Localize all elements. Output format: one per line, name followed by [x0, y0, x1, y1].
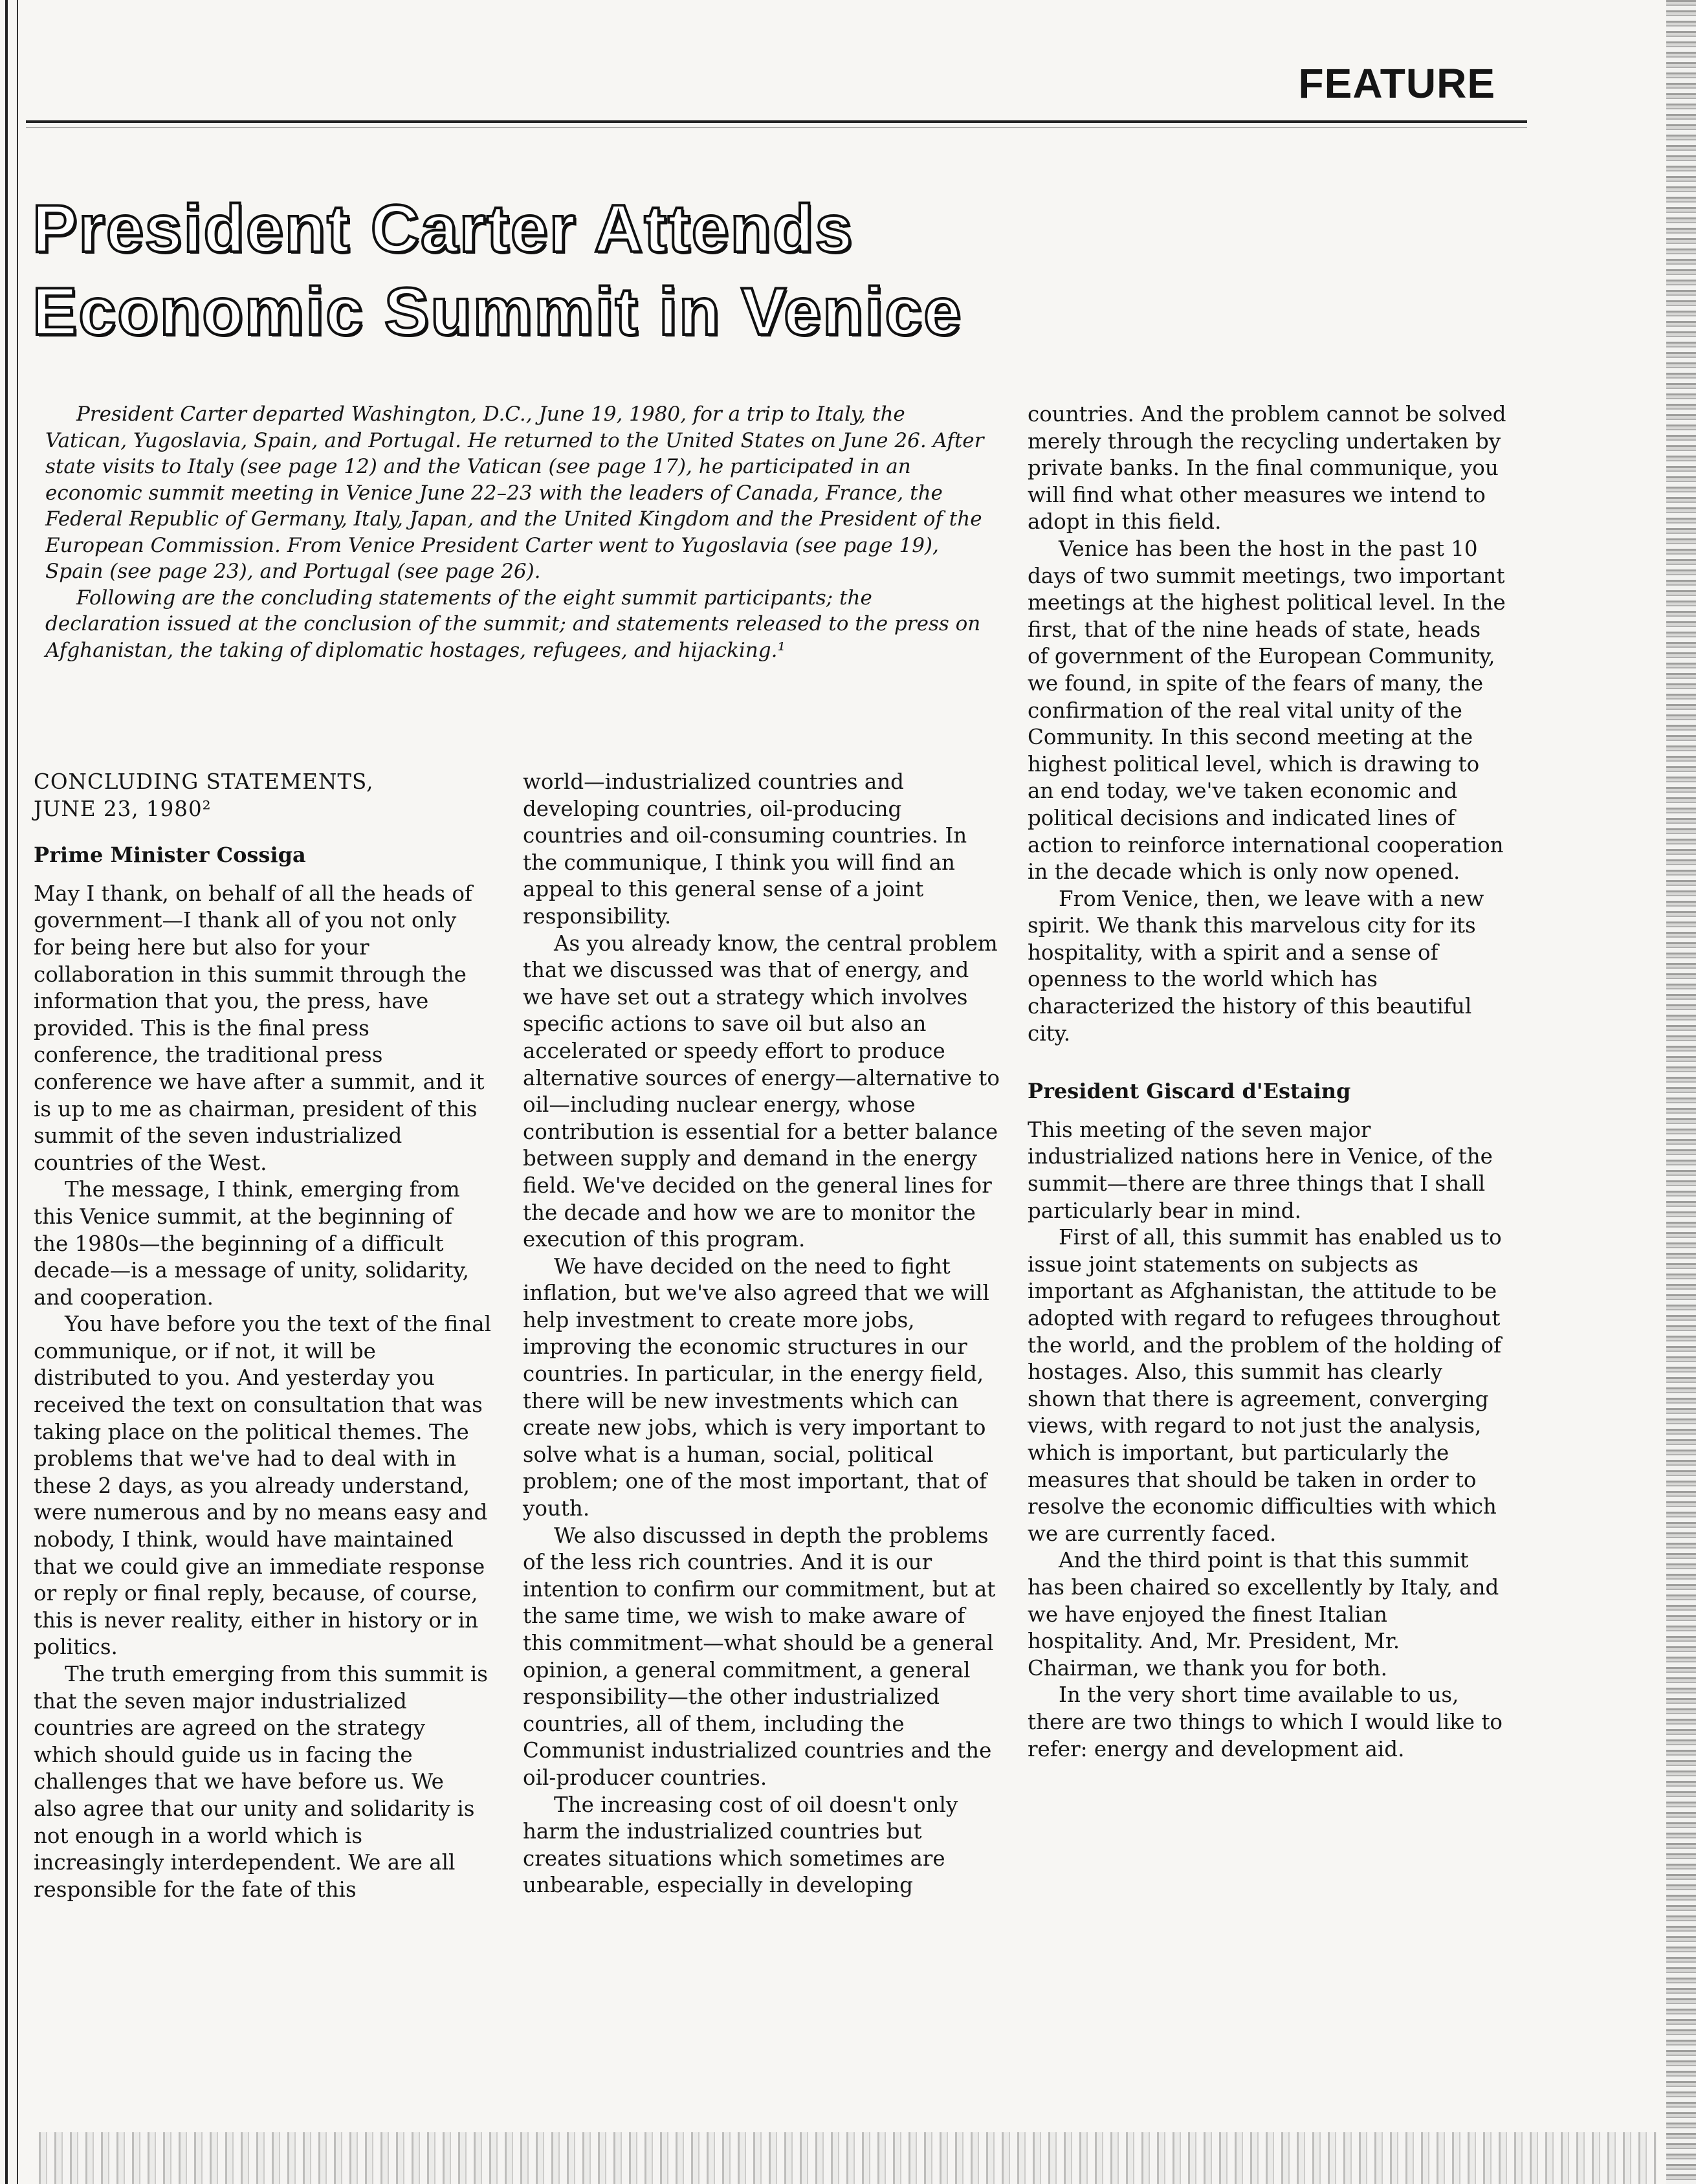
headline-line-1: President Carter Attends: [32, 192, 854, 267]
scan-edge-artifact: [1666, 0, 1696, 2184]
body-paragraph: This meeting of the seven major industrialized nations here in Venice, of the summit—there are three things that I shall particularly bear in mind.: [1028, 1117, 1493, 1223]
headline-line-2: Economic Summit in Venice: [32, 274, 963, 349]
header-rule: [26, 120, 1527, 123]
article-intro: [45, 401, 990, 663]
body-paragraph: From Venice, then, we leave with a new spirit. We thank this marvelous city for its hospitality, with a spirit and a sense of openness to the world which has characterized the history of this beautiful city.: [1028, 886, 1484, 1046]
section-label: FEATURE: [1298, 60, 1495, 107]
body-paragraph: countries. And the problem cannot be solved merely through the recycling undertaken by private banks. In the final communique, you will find what other measures we intend to adopt in this field.: [1028, 402, 1506, 535]
section-heading-line-2: JUNE 23, 1980²: [34, 796, 212, 821]
page-edge-line: [5, 0, 8, 2184]
article-headline: [32, 188, 1132, 353]
column-2: [523, 769, 1005, 1899]
intro-paragraph: President Carter departed Washington, D.C., June 19, 1980, for a trip to Italy, the Vatican, Yugoslavia, Spain, and Portugal. He returned to the United States on June 26. After state visits to Italy (see page 12) and the Vatican (see page 17), he participated in an economic summit meeting in Venice June 22–23 with the leaders of Canada, France, the Federal Republic of Germany, Italy, Japan, and the United Kingdom and the President of the European Commission. From Venice President Carter went to Yugoslavia (see page 19), Spain (see page 23), and Portugal (see page 26).: [45, 403, 984, 583]
body-paragraph: You have before you the text of the final communique, or if not, it will be distributed to you. And yesterday you received the text on consultation that was taking place on the political themes. The problems that we've had to deal with in these 2 days, as you already understand, were numerous and by no means easy and nobody, I think, would have maintained that we could give an immediate response or reply or final reply, because, of course, this is never reality, either in history or in politics.: [34, 1312, 492, 1660]
body-paragraph: Venice has been the host in the past 10 days of two summit meetings, two important meetings at the highest political level. In the first, that of the nine heads of state, heads of government of the European Community, we found, in spite of the fears of many, the confirmation of the real vital unity of the Community. In this second meeting at the highest political level, which is drawing to an end today, we've taken economic and political decisions and indicated lines of action to reinforce international cooperation in the decade which is only now opened.: [1028, 536, 1506, 885]
speaker-heading-giscard: President Giscard d'Estaing: [1028, 1079, 1351, 1104]
body-paragraph: May I thank, on behalf of all the heads of government—I thank all of you not only for being here but also for your collaboration in this summit through the information that you, the press, have provided. This is the final press conference, the traditional press conference we have after a summit, and it is up to me as chairman, president of this summit of the seven industrialized countries of the West.: [34, 881, 485, 1175]
speaker-heading-cossiga: Prime Minister Cossiga: [34, 843, 306, 868]
body-paragraph: We also discussed in depth the problems of the less rich countries. And it is our intention to confirm our commitment, but at the same time, we wish to make aware of this commitment—what should be a general opinion, a general commitment, a general responsibility—the other industrialized countries, all of them, including the Communist industrialized countries and the oil-producer countries.: [523, 1523, 996, 1790]
body-paragraph: The increasing cost of oil doesn't only harm the industrialized countries but creates situations which sometimes are unbearable, especially in developing: [523, 1792, 958, 1898]
column-3: [1028, 401, 1506, 1763]
intro-paragraph: Following are the concluding statements of the eight summit participants; the declaration issued at the conclusion of the summit; and statements released to the press on Afghanistan, the taking of diplomatic hostages, refugees, and hijacking.¹: [45, 586, 981, 662]
body-paragraph: world—industrialized countries and developing countries, oil-producing countries and oil-consuming countries. In the communique, I think you will find an appeal to this general sense of a joint responsibility.: [523, 769, 967, 929]
body-paragraph: We have decided on the need to fight inflation, but we've also agreed that we will help investment to create more jobs, improving the economic structures in our countries. In particular, in the energy field, there will be new investments which can create new jobs, which is very important to solve what is a human, social, political problem; one of the most important, that of youth.: [523, 1253, 989, 1521]
body-paragraph: In the very short time available to us, there are two things to which I would like to refer: energy and development aid.: [1028, 1682, 1503, 1761]
column-1: [34, 769, 493, 1903]
section-heading: [34, 769, 493, 822]
body-paragraph: The truth emerging from this summit is that the seven major industrialized countries are agreed on the strategy which should guide us in facing the challenges that we have before us. We also agree that our unity and solidarity is not enough in a world which is increasingly interdependent. We are all responsible for the fate of this: [34, 1662, 488, 1902]
scan-bottom-artifact: [39, 2132, 1657, 2184]
body-paragraph: First of all, this summit has enabled us to issue joint statements on subjects as important as Afghanistan, the attitude to be adopted with regard to refugees throughout the world, and the problem of the holding of hostages. Also, this summit has clearly shown that there is agreement, converging views, with regard to not just the analysis, which is important, but particularly the measures that should be taken in order to resolve the economic difficulties with which we are currently faced.: [1028, 1225, 1502, 1546]
section-heading-line-1: CONCLUDING STATEMENTS,: [34, 769, 374, 794]
body-paragraph: And the third point is that this summit has been chaired so excellently by Italy, and we have enjoyed the finest Italian hospitality. And, Mr. President, Mr. Chairman, we thank you for both.: [1028, 1548, 1499, 1681]
body-paragraph: As you already know, the central problem that we discussed was that of energy, and we have set out a strategy which involves specific actions to save oil but also an accelerated or speedy effort to produce alternative sources of energy—alternative to oil—including nuclear energy, whose contribution is essential for a better balance between supply and demand in the energy field. We've decided on the general lines for the decade and how we are to monitor the execution of this program.: [523, 931, 1000, 1252]
page-edge-line-inner: [17, 0, 18, 2184]
body-paragraph: The message, I think, emerging from this Venice summit, at the beginning of the 1980s—the beginning of a difficult decade—is a message of unity, solidarity, and cooperation.: [34, 1177, 469, 1310]
